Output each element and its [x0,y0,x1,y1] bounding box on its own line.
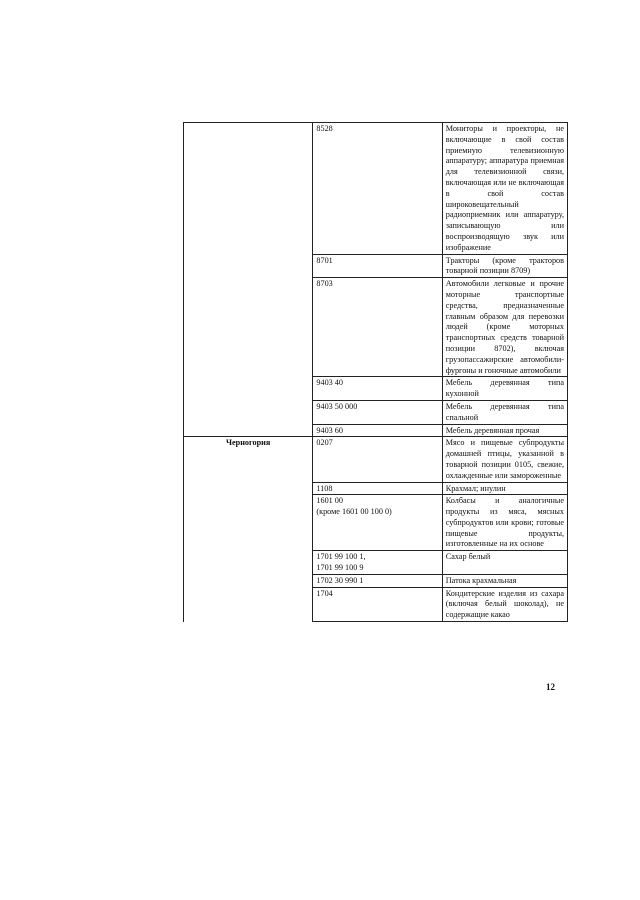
product-description: Патока крахмальная [442,574,567,587]
tn-ved-code-cell [313,400,442,424]
tn-ved-code: 1701 99 100 1, [316,552,366,562]
tn-ved-code: 0207 [316,438,333,448]
tn-ved-code: 1704 [316,588,333,598]
document-table [183,122,568,622]
tn-ved-code: 9403 50 000 [316,401,358,411]
table-row [184,437,568,482]
table-row [184,123,568,255]
tn-ved-code: 1701 99 100 9 [316,563,364,573]
tn-ved-code: 9403 60 [316,425,343,435]
product-description: Автомобили легковые и прочие моторные транспортные средства, предназначенные главным образом для перевозки людей (кроме моторных транспортных средств товарной позиции 8702), включая грузопассажирские автомобили-фургоны и гоночные автомобили [442,278,567,377]
tn-ved-code: 1601 00 [316,496,343,506]
country-cell [184,437,313,622]
tn-ved-code-cell [313,551,442,575]
country-name: Черногория [226,438,271,448]
product-description: Мясо и пищевые субпродукты домашней птицы, указанной в товарной позиции 0105, свежие, охлажденные или замороженные [442,437,567,482]
tn-ved-code-cell [313,495,442,551]
tn-ved-code: 1108 [316,483,333,493]
tn-ved-code-cell [313,482,442,495]
tn-ved-code-cell [313,437,442,482]
product-description: Крахмал; инулин [442,482,567,495]
product-description: Колбасы и аналогичные продукты из мяса, мясных субпродуктов или крови; готовые пищевые продукты, изготовленные на их основе [442,495,567,551]
tn-ved-code: 8701 [316,255,333,265]
page-number: 12 [546,682,555,692]
table-body [184,123,568,622]
country-cell [184,123,313,437]
product-description: Кондитерские изделия из сахара (включая белый шоколад), не содержащие какао [442,587,567,621]
tn-ved-code-cell [313,587,442,621]
tn-ved-code: 8528 [316,124,333,133]
tn-ved-code: 9403 40 [316,378,343,388]
tn-ved-code-cell [313,424,442,437]
product-description: Мониторы и проекторы, не включающие в свой состав приемную телевизионную аппаратуру; аппаратура приемная для телевизионной связи, включающая или не включающая в свой состав широковещательный радиоприемник или аппаратуру, записывающую или воспроизводящую звук или изображение [442,123,567,255]
tn-ved-code-cell [313,123,442,255]
tn-ved-code: 1702 30 990 1 [316,575,364,585]
product-description: Мебель деревянная типа кухонной [442,377,567,401]
tn-ved-code: 8703 [316,279,333,289]
product-description: Мебель деревянная прочая [442,424,567,437]
product-description: Мебель деревянная типа спальной [442,400,567,424]
tn-ved-code-cell [313,254,442,278]
tn-ved-code: (кроме 1601 00 100 0) [316,507,392,517]
product-description: Сахар белый [442,551,567,575]
tn-ved-code-cell [313,278,442,377]
tn-ved-code-cell [313,574,442,587]
tn-ved-code-cell [313,377,442,401]
product-description: Тракторы (кроме тракторов товарной позиции 8709) [442,254,567,278]
